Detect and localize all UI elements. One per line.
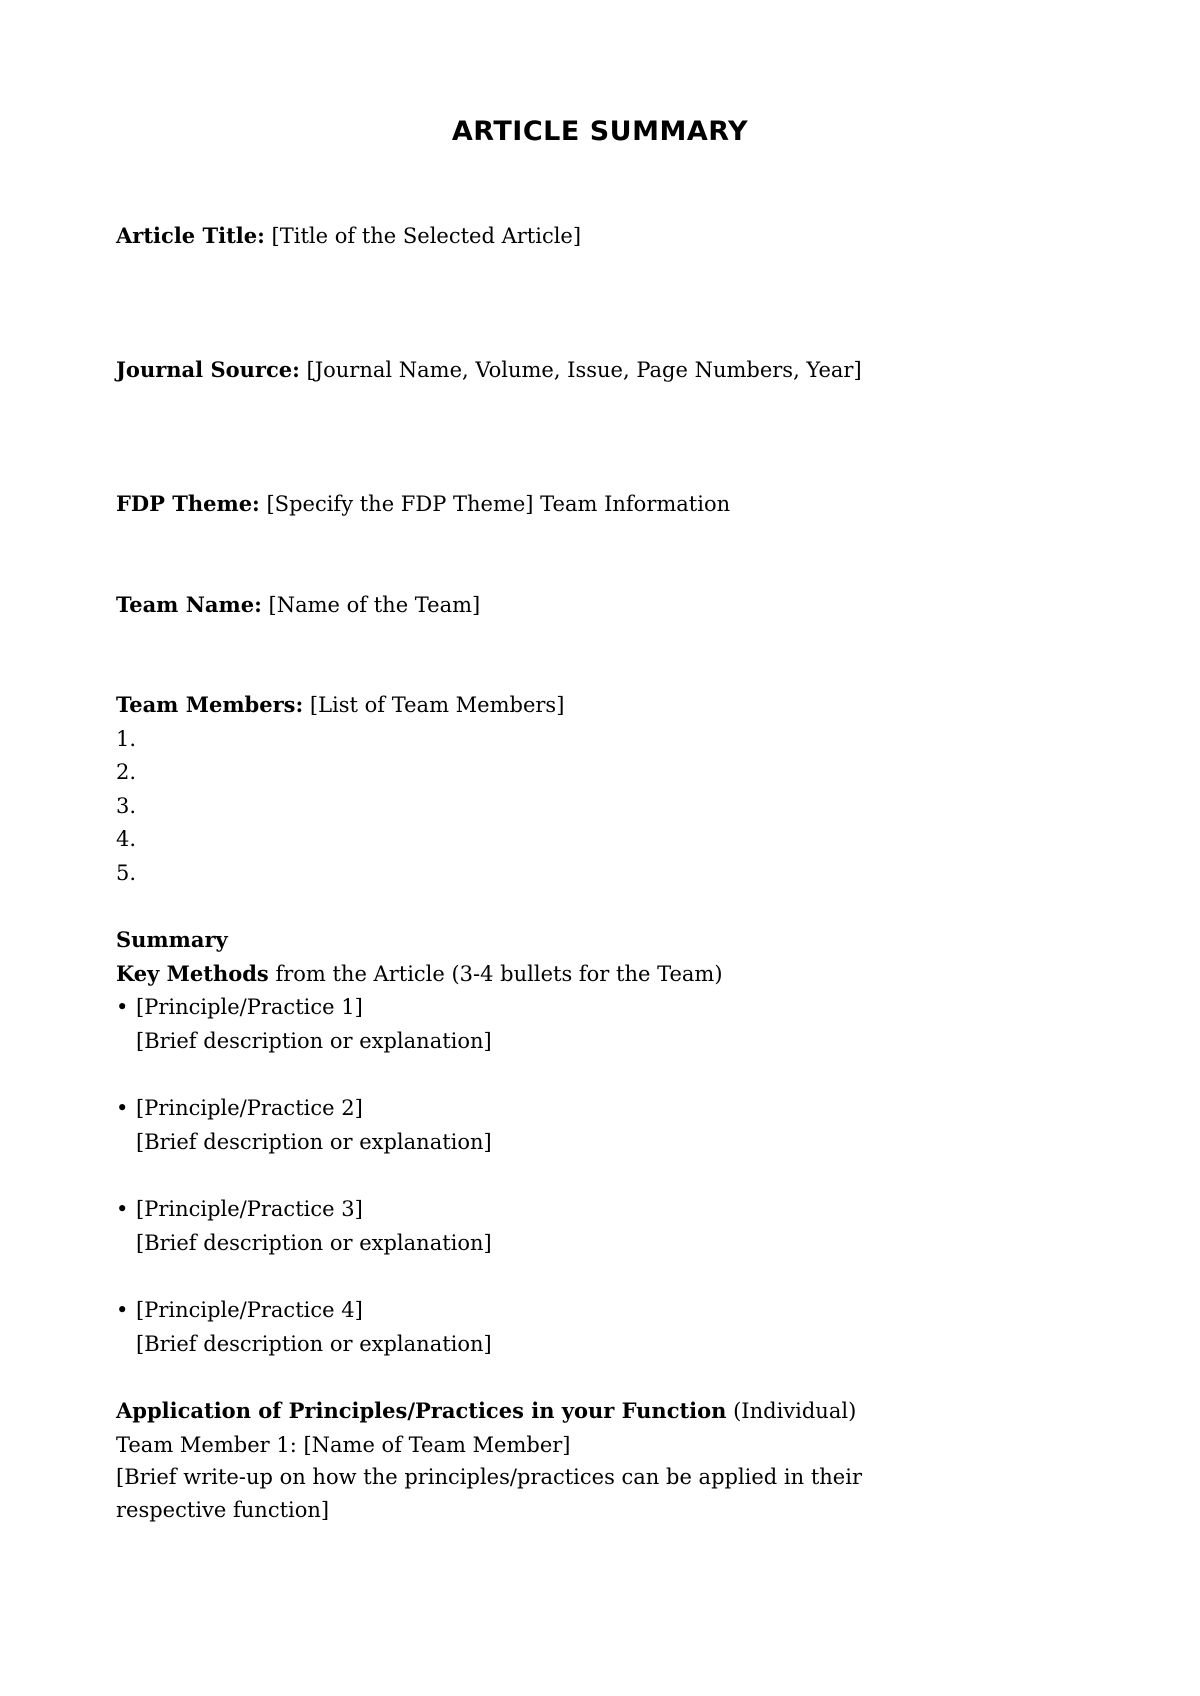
journal-source-field [116, 356, 862, 384]
application-heading: Application of Principles/Practices in your Function [116, 1398, 727, 1423]
team-name-label: Team Name: [116, 592, 262, 617]
bullet-item [116, 993, 363, 1021]
article-title-label: Article Title: [116, 223, 265, 248]
article-title-value: [Title of the Selected Article] [264, 224, 582, 248]
bullet-title: [Principle/Practice 1] [136, 995, 363, 1019]
key-methods-label: Key Methods [116, 961, 269, 986]
bullet-description: [Brief description or explanation] [136, 1231, 492, 1255]
journal-source-label: Journal Source: [116, 357, 300, 382]
member-number: 3. [116, 794, 137, 818]
bullet-icon: • [116, 995, 129, 1019]
member-number: 5. [116, 861, 137, 885]
bullet-item [116, 1195, 363, 1223]
member-number: 1. [116, 727, 137, 751]
team-name-field [116, 591, 480, 619]
bullet-item [116, 1094, 363, 1122]
member-number: 4. [116, 827, 137, 851]
bullet-title: [Principle/Practice 3] [136, 1197, 363, 1221]
team-member-line: Team Member 1: [Name of Team Member] [116, 1433, 571, 1457]
bullet-description: [Brief description or explanation] [136, 1332, 492, 1356]
document-title: ARTICLE SUMMARY [451, 116, 749, 147]
bullet-title: [Principle/Practice 2] [136, 1096, 363, 1120]
member-number: 2. [116, 760, 137, 784]
bullet-description: [Brief description or explanation] [136, 1130, 492, 1154]
bullet-icon: • [116, 1298, 129, 1322]
key-methods-text: from the Article (3-4 bullets for the Team) [268, 962, 723, 986]
team-members-field [116, 691, 564, 719]
bullet-title: [Principle/Practice 4] [136, 1298, 363, 1322]
journal-source-value: [Journal Name, Volume, Issue, Page Numbers, Year] [299, 358, 862, 382]
application-writeup: [Brief write-up on how the principles/practices can be applied in their respective function] [116, 1465, 862, 1522]
application-heading-suffix: (Individual) [726, 1399, 857, 1423]
fdp-theme-field [116, 490, 730, 518]
key-methods-line [116, 960, 723, 988]
article-title-field [116, 222, 581, 250]
bullet-icon: • [116, 1197, 129, 1221]
fdp-theme-value: [Specify the FDP Theme] Team Information [259, 492, 731, 516]
bullet-description: [Brief description or explanation] [136, 1029, 492, 1053]
application-heading-line [116, 1397, 856, 1425]
fdp-theme-label: FDP Theme: [116, 491, 260, 516]
bullet-icon: • [116, 1096, 129, 1120]
team-name-value: [Name of the Team] [261, 593, 481, 617]
team-members-value: [List of Team Members] [303, 693, 565, 717]
summary-heading: Summary [116, 927, 228, 952]
bullet-item [116, 1296, 363, 1324]
team-members-label: Team Members: [116, 692, 304, 717]
